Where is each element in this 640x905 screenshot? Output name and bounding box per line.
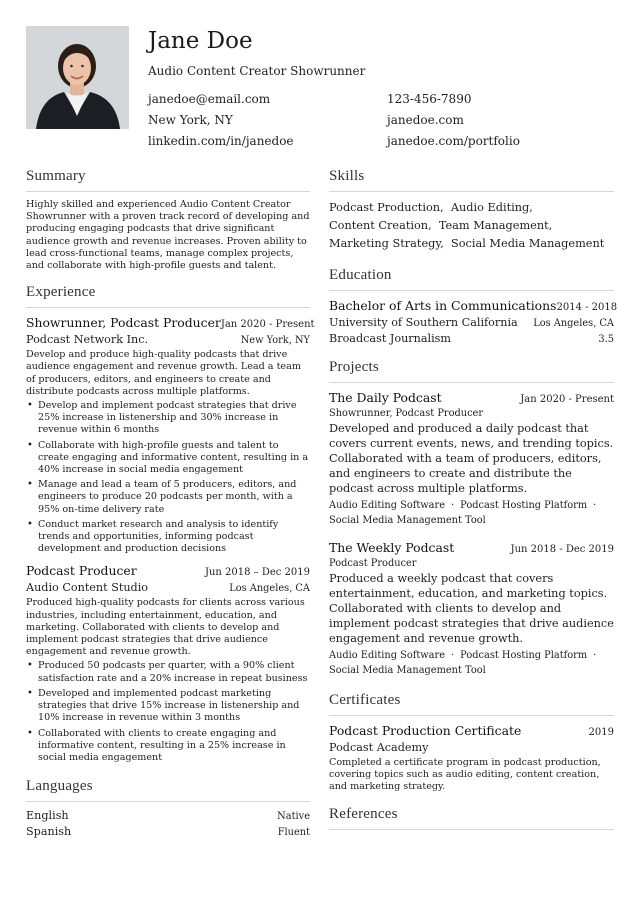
tool-tag: Podcast Hosting Platform — [460, 500, 588, 511]
job-dates: Jun 2018 – Dec 2019 — [204, 567, 310, 579]
languages-section — [26, 778, 310, 838]
contact-linkedin[interactable]: linkedin.com/in/janedoe — [148, 134, 294, 148]
certificate-year: 2019 — [588, 727, 614, 738]
project-item — [329, 390, 614, 528]
tool-tag: Audio Editing Software — [329, 650, 446, 661]
education-degree: Bachelor of Arts in Communications — [329, 298, 557, 313]
achievement-item: • Developed and implemented podcast marketing strategies that drive 15% increase in listenership and 10% increase in revenue within 3 months — [26, 688, 310, 725]
candidate-name: Jane Doe — [148, 28, 253, 54]
achievement-item: • Conduct market research and analysis to identify trends and opportunities, informing podcast development and production decisions — [26, 519, 310, 556]
job-description: Develop and produce high-quality podcasts that drive audience engagement and revenue growth. Lead a team of producers, editors, and engineers to create and distribute podcasts across multiple platforms. — [26, 349, 301, 397]
project-description: Developed and produced a daily podcast that covers current events, news, and trending topics. Collaborated with a team of producers, editors, and engineers to create and distribute the podcast across multiple platforms. — [329, 422, 614, 495]
certificate-description: Completed a certificate program in podcast production, covering topics such as audio editing, content creation, and marketing strategy. — [329, 757, 601, 793]
right-column — [329, 168, 618, 837]
skill-item: Content Creation, — [329, 219, 432, 232]
project-tools — [329, 648, 614, 663]
certificate-issuer: Podcast Academy — [329, 741, 429, 754]
education-section — [329, 267, 618, 345]
achievement-item: • Collaborate with high-profile guests and talent to create engaging and informative content, resulting in a 40% increase in social media engagement — [26, 440, 310, 477]
contact-email[interactable]: janedoe@email.com — [148, 92, 271, 106]
projects-section — [329, 359, 614, 678]
language-name: English — [26, 809, 69, 823]
language-level: Native — [277, 811, 310, 823]
tool-separator: · — [593, 650, 597, 661]
certificates-heading: Certificates — [329, 692, 614, 716]
education-location: Los Angeles, CA — [533, 318, 614, 329]
job-location: Los Angeles, CA — [229, 583, 310, 595]
education-field: Broadcast Journalism — [329, 332, 452, 345]
project-dates: Jun 2018 - Dec 2019 — [510, 544, 614, 555]
contact-portfolio[interactable]: janedoe.com/portfolio — [387, 134, 520, 148]
summary-text: Highly skilled and experienced Audio Content Creator Showrunner with a proven track record of developing and producing engaging podcasts that drive significant audience growth and revenue increases. Proven ability to lead cross-functional teams, manage complex projects, and collaborate with high-profile guests and talent. — [26, 199, 310, 272]
tool-separator: · — [593, 500, 597, 511]
summary-heading: Summary — [26, 168, 310, 192]
language-item — [26, 809, 310, 822]
contact-location: New York, NY — [148, 113, 233, 127]
achievement-item: • Produced 50 podcasts per quarter, with a 90% client satisfaction rate and a 20% increase in repeat business — [26, 660, 310, 684]
experience-heading: Experience — [26, 284, 310, 308]
skill-item: Podcast Production, — [329, 201, 444, 214]
tool-tag: Social Media Management Tool — [329, 665, 486, 676]
job-company: Audio Content Studio — [26, 581, 149, 595]
project-role: Podcast Producer — [329, 558, 417, 569]
projects-heading: Projects — [329, 359, 614, 383]
achievement-item: • Develop and implement podcast strategies that drive 25% increase in listenership and 30% increase in revenue within 6 months — [26, 400, 310, 437]
job-dates: Jan 2020 - Present — [220, 319, 315, 331]
achievement-item: • Manage and lead a team of 5 producers, editors, and engineers to produce 20 podcasts per month, with a 95% on-time delivery rate — [26, 479, 310, 516]
experience-section — [26, 284, 315, 764]
certificates-section — [329, 692, 614, 794]
education-heading: Education — [329, 267, 614, 291]
references-section — [329, 806, 614, 830]
tool-tag: Social Media Management Tool — [329, 515, 486, 526]
language-level: Fluent — [277, 827, 310, 839]
achievement-item: • Collaborated with clients to create engaging and informative content, resulting in a 25% increase in social media engagement — [26, 728, 310, 765]
job-achievements — [26, 660, 310, 764]
job-company: Podcast Network Inc. — [26, 333, 149, 347]
project-role: Showrunner, Podcast Producer — [329, 408, 484, 419]
skills-list — [329, 199, 614, 253]
tool-tag: Audio Editing Software — [329, 500, 446, 511]
project-tools — [329, 498, 614, 513]
job-location: New York, NY — [240, 335, 310, 347]
profile-photo — [26, 26, 129, 129]
tool-tag: Podcast Hosting Platform — [460, 650, 588, 661]
left-column — [26, 168, 315, 839]
skills-heading: Skills — [329, 168, 614, 192]
tool-separator: · — [451, 650, 455, 661]
education-gpa: 3.5 — [598, 334, 614, 345]
project-name: The Daily Podcast — [329, 390, 442, 405]
job-role: Podcast Producer — [26, 563, 137, 579]
project-dates: Jan 2020 - Present — [520, 394, 614, 405]
job-role: Showrunner, Podcast Producer — [26, 315, 221, 331]
profile-photo-illustration — [26, 26, 129, 129]
candidate-title: Audio Content Creator Showrunner — [148, 64, 366, 78]
job-achievements — [26, 400, 310, 555]
job-description: Produced high-quality podcasts for clients across various industries, including entertainment, education, and marketing. Collaborated with clients to develop and implement podcast strategies that drive audience engagement and revenue growth. — [26, 597, 305, 658]
skill-item: Social Media Management — [451, 237, 605, 250]
certificate-name: Podcast Production Certificate — [329, 723, 522, 738]
project-description: Produced a weekly podcast that covers entertainment, education, and marketing topics. Collaborated with clients to develop and implement podcast strategies that drive audience engagement and revenue growth. — [329, 572, 614, 645]
education-dates: 2014 - 2018 — [556, 302, 618, 313]
summary-section — [26, 168, 310, 272]
references-heading: References — [329, 806, 614, 830]
tool-separator: · — [451, 500, 455, 511]
skills-section — [329, 168, 614, 253]
project-item — [329, 540, 614, 678]
experience-item — [26, 563, 310, 764]
language-item — [26, 825, 310, 838]
contact-website[interactable]: janedoe.com — [387, 113, 464, 127]
skill-item: Marketing Strategy, — [329, 237, 444, 250]
language-name: Spanish — [26, 825, 72, 839]
experience-item — [26, 315, 315, 555]
project-name: The Weekly Podcast — [329, 540, 455, 555]
languages-heading: Languages — [26, 778, 310, 802]
skill-item: Audio Editing, — [450, 201, 533, 214]
skill-item: Team Management, — [438, 219, 553, 232]
contact-phone[interactable]: 123-456-7890 — [387, 92, 472, 106]
education-school: University of Southern California — [329, 316, 518, 329]
